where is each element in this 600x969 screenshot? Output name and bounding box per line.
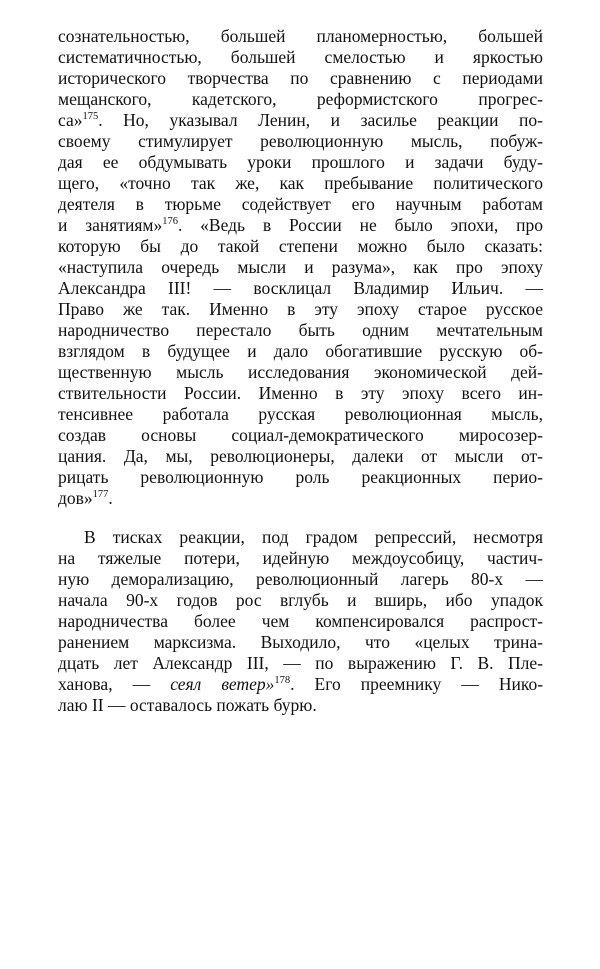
text-line: на тяжелые потери, идейную междоусобицу, частич- [58,548,543,568]
text-line: рицать революционную роль реакционных перио- [58,467,543,487]
text-line: лаю II — оставалось пожать бурю. [58,695,317,715]
footnote-ref-176: 176 [162,216,178,227]
text-line: взглядом в будущее и дало обогатившие русскую об- [58,341,543,361]
paragraph-2 [58,527,543,716]
text-line: «наступила очередь мысли и разума», как про эпоху [58,257,543,277]
text-line: своему стимулирует революционную мысль, побуж- [58,131,543,151]
text-line [58,110,543,131]
text-line: щего, «точно так же, как пребывание политического [58,173,543,193]
text-line: В тисках реакции, под градом репрессий, несмотря [84,527,543,547]
text-fragment: . [108,488,113,508]
text-fragment: дов» [58,488,93,508]
text-line: народничество перестало быть одним мечтательным [58,320,543,340]
paragraph-1 [58,26,543,509]
footnote-ref-178: 178 [274,675,291,686]
text-line: мещанского, кадетского, реформистского прогрес- [58,89,543,109]
text-line: дая ее обдумывать уроки прошлого и задачи буду- [58,152,543,172]
text-line: сознательностью, большей планомерностью, большей [58,26,543,46]
italic-quote: сеял ветер» [170,674,275,694]
text-line: начала 90-х годов рос вглубь и вширь, ибо упадок [58,590,543,610]
text-line: Александра III! — восклицал Владимир Ильич. — [58,278,543,298]
text-line: народничества более чем компенсировался распрост- [58,611,543,631]
footnote-ref-177: 177 [92,489,109,500]
text-line: создав основы социал-демократического миросозер- [58,425,543,445]
text-line: Право же так. Именно в эту эпоху старое русское [58,299,543,319]
text-fragment: са» [58,110,83,130]
text-line: деятеля в тюрьме содействует его научным работам [58,194,543,214]
footnote-ref-175: 175 [82,111,99,122]
text-fragment: . «Ведь в России не было эпохи, про [177,215,543,235]
text-fragment: ханова, — [58,674,151,694]
text-line: ранением марксизма. Выходило, что «целых трина- [58,632,543,652]
text-line: тенсивнее работала русская революционная мысль, [58,404,543,424]
text-line: цания. Да, мы, революционеры, далеки от мысли от- [58,446,543,466]
text-line: систематичностью, большей смелостью и яркостью [58,47,543,67]
text-fragment: . Но, указывал Ленин, и засилье реакции по- [98,110,543,130]
text-fragment: и занятиям» [58,215,163,235]
text-line [58,488,543,509]
text-fragment: . Его преемнику — Нико- [290,674,544,694]
text-line: щественную мысль исследования экономической дей- [58,362,543,382]
text-line: ствительности России. Именно в эту эпоху всего ин- [58,383,543,403]
text-line [58,674,543,695]
text-line: ную деморализацию, революционный лагерь 80-х — [58,569,543,589]
text-line: исторического творчества по сравнению с периодами [58,68,543,88]
text-line: которую бы до такой степени можно было сказать: [58,236,543,256]
text-line: дцать лет Александр III, — по выражению Г. В. Пле- [58,653,543,673]
text-line [58,215,543,236]
